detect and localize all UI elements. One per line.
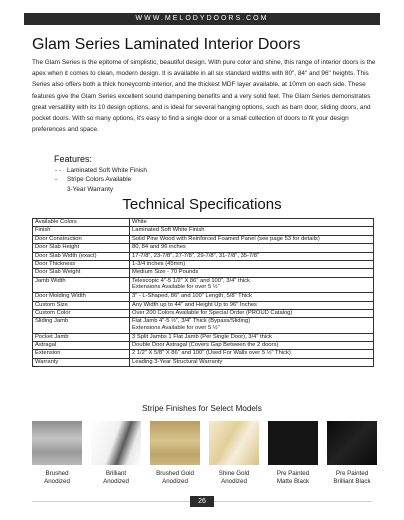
swatch-caption bbox=[91, 470, 141, 485]
table-row bbox=[33, 277, 374, 292]
spec-value-line: Extensions Available for over 5 ½" bbox=[132, 284, 220, 291]
swatch-caption bbox=[268, 470, 318, 485]
swatch-caption-line: Shine Gold bbox=[218, 470, 250, 477]
table-row bbox=[33, 269, 374, 277]
spec-value: 3 Split Jambs 1 Flat Jamb (Per Single Door), 3/4" thick bbox=[130, 333, 374, 341]
specs-heading: Technical Specifications bbox=[122, 196, 282, 213]
swatch-tile bbox=[327, 421, 377, 465]
spec-value-line: Telescopic 4"-5 1/2" X 86" and 100", 3/4" thick bbox=[132, 277, 250, 284]
finish-swatch-brilliant-anodized bbox=[91, 421, 141, 485]
table-row bbox=[33, 350, 374, 358]
swatch-caption-line: Pre Painted bbox=[335, 470, 369, 477]
intro-paragraph: The Glam Series is the epitome of simplistic, beautiful design. With pure color and shine, this range of interior doors is the apex when it comes to clean, modern design. It is available in all six standard widths with 80", 84" and 96" heights. This Series also offers both a thick honeycomb interior, and the thickest MDF layer available, at 10mm on each side. These features give the Glam Series excellent sound dampening benefits and a very solid feel. The Glam Series demonstrates great versatility with its 10 design options, and is ideal for several hanging options, such as barn door, sliding doors, and pocket doors. With so many options, it's easy to find a single door or a small collection of doors to fit your design preferences and space. bbox=[32, 59, 376, 134]
spec-value: Leading 3-Year Structural Warranty bbox=[130, 358, 374, 366]
spec-value: 80, 84 and 96 inches bbox=[130, 244, 374, 252]
feature-item bbox=[55, 175, 147, 184]
spec-value bbox=[130, 277, 374, 292]
page-title: Glam Series Laminated Interior Doors bbox=[32, 36, 301, 53]
feature-item bbox=[55, 185, 147, 194]
swatch-tile bbox=[91, 421, 141, 465]
table-row bbox=[33, 342, 374, 350]
finish-swatch-shine-gold-anodized bbox=[209, 421, 259, 485]
table-row bbox=[33, 244, 374, 252]
spec-label: Extension bbox=[33, 350, 130, 358]
spec-label: Custom Color bbox=[33, 309, 130, 317]
spec-value: White bbox=[130, 219, 374, 227]
swatch-tile bbox=[268, 421, 318, 465]
site-url-banner[interactable]: WWW.MELODYDOORS.COM bbox=[24, 13, 380, 25]
spec-label: Door Construction bbox=[33, 235, 130, 243]
spec-value: 17-7/8", 23-7/8", 27-7/8", 29-7/8", 31-7/8", 35-7/8" bbox=[130, 252, 374, 260]
table-row bbox=[33, 235, 374, 243]
swatch-caption-line: Brushed Gold bbox=[156, 470, 194, 477]
swatch-caption-line: Brilliant Black bbox=[333, 477, 371, 485]
spec-label: Astragal bbox=[33, 342, 130, 350]
spec-value: Medium Size - 70 Pounds bbox=[130, 269, 374, 277]
table-row bbox=[33, 358, 374, 366]
spec-label: Warranty bbox=[33, 358, 130, 366]
feature-text: Laminated Soft White Finish bbox=[67, 167, 147, 174]
features-list bbox=[55, 166, 147, 194]
spec-label: Finish bbox=[33, 227, 130, 235]
table-row bbox=[33, 219, 374, 227]
spec-label: Door Slab Height bbox=[33, 244, 130, 252]
swatch-caption-line: Brilliant bbox=[105, 470, 127, 477]
table-row bbox=[33, 227, 374, 235]
swatch-caption-line: Anodized bbox=[162, 477, 188, 485]
finish-swatch-brushed-gold-anodized bbox=[150, 421, 200, 485]
spec-label: Jamb Width bbox=[33, 277, 130, 292]
finish-swatch-pre-painted-matte-black bbox=[268, 421, 318, 485]
spec-value: 2 1/2" X 5/8" X 86" and 100" (Used For Walls over 5 ½" Thick) bbox=[130, 350, 374, 358]
spec-label: Custom Size bbox=[33, 301, 130, 309]
finishes-heading: Stripe Finishes for Select Models bbox=[142, 404, 262, 413]
feature-text: Stripe Colors Available bbox=[67, 176, 132, 184]
table-row bbox=[33, 318, 374, 333]
swatch-caption-line: Pre Painted bbox=[276, 470, 310, 477]
spec-value: Over 200 Colors Available for Special Order (PROUD Catalog) bbox=[130, 309, 374, 317]
swatch-caption bbox=[32, 470, 82, 485]
page-number: 26 bbox=[190, 496, 214, 507]
spec-value: Solid Pine Wood with Reinforced Foamed Panel (see page 53 for details) bbox=[130, 235, 374, 243]
spec-label: Pocket Jamb bbox=[33, 333, 130, 341]
feature-item bbox=[55, 166, 147, 175]
swatch-tile bbox=[150, 421, 200, 465]
feature-bullet: - - bbox=[55, 167, 62, 174]
swatch-caption-line: Anodized bbox=[44, 477, 70, 485]
table-row bbox=[33, 252, 374, 260]
specs-table bbox=[32, 218, 374, 367]
spec-value: 1-3/4 inches (45mm) bbox=[130, 260, 374, 268]
feature-bullet: - bbox=[55, 176, 58, 184]
spec-value-line: Flat Jamb 4"-5 ½", 3/4" Thick (Bypass/Sliding) bbox=[132, 318, 251, 325]
swatch-caption bbox=[327, 470, 377, 485]
finish-swatch-brushed-anodized bbox=[32, 421, 82, 485]
spec-value: Double Door Astragal (Covers Gap Between the 2 doors) bbox=[130, 342, 374, 350]
swatch-caption-line: Brushed bbox=[45, 470, 69, 477]
swatch-tile bbox=[209, 421, 259, 465]
finish-swatches bbox=[32, 421, 376, 491]
table-row bbox=[33, 333, 374, 341]
table-row bbox=[33, 301, 374, 309]
spec-label: Sliding Jamb bbox=[33, 318, 130, 333]
features-heading: Features: bbox=[54, 154, 93, 164]
spec-label: Door Slab Width (exact) bbox=[33, 252, 130, 260]
table-row bbox=[33, 309, 374, 317]
finish-swatch-pre-painted-brilliant-black bbox=[327, 421, 377, 485]
table-row bbox=[33, 260, 374, 268]
spec-label: Door Molding Width bbox=[33, 293, 130, 301]
swatch-caption-line: Matte Black bbox=[276, 477, 310, 485]
spec-value: Any Width up to 44" and Height Up to 96" Inches bbox=[130, 301, 374, 309]
swatch-caption bbox=[150, 470, 200, 485]
spec-value: 3" - L-Shaped, 86" and 100" Length, 5/8" Thick bbox=[130, 293, 374, 301]
swatch-caption bbox=[209, 470, 259, 485]
spec-value bbox=[130, 318, 374, 333]
table-row bbox=[33, 293, 374, 301]
swatch-tile bbox=[32, 421, 82, 465]
spec-value-line: Extensions Available for over 5 ½" bbox=[132, 324, 220, 331]
swatch-caption-line: Anodized bbox=[103, 477, 129, 485]
feature-text: 3-Year Warranty bbox=[67, 185, 114, 193]
spec-value: Laminated Soft White Finish bbox=[130, 227, 374, 235]
spec-label: Door Thickness bbox=[33, 260, 130, 268]
swatch-caption-line: Anodized bbox=[221, 477, 247, 485]
spec-label: Available Colors bbox=[33, 219, 130, 227]
spec-label: Door Slab Weight bbox=[33, 269, 130, 277]
